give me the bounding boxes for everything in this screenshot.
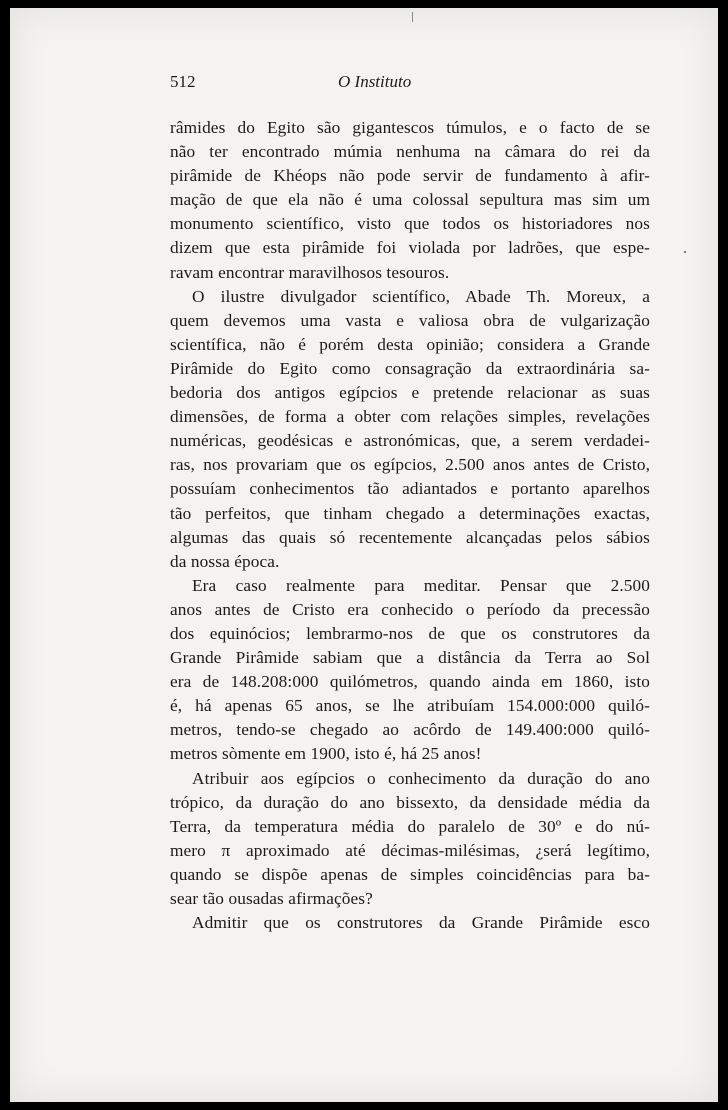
text-line: mero π aproximado até décimas-milésimas, ¿será legítimo, [170,840,650,860]
text-line: scientífica, não é porém desta opinião; considera a Grande [170,334,650,354]
text-line: ravam encontrar maravilhosos tesouros. [170,262,450,282]
text-line: Atribuir aos egípcios o conhecimento da duração do ano [192,768,650,788]
text-line: algumas das quais só recentemente alcançadas pelos sábios [170,527,650,547]
text-line: sear tão ousadas afirmações? [170,889,373,908]
text-line: quem devemos uma vasta e valiosa obra de vulgarização [170,310,650,330]
paragraph [170,911,650,935]
print-speck [684,251,686,253]
text-line: dos equinócios; lembrarmo-nos de que os construtores da [170,623,650,643]
text-line: ras, nos provariam que os egípcios, 2.500 anos antes de Cristo, [170,455,650,475]
text-line: possuíam conhecimentos tão adiantados e portanto aparelhos [170,479,650,499]
text-line: anos antes de Cristo era conhecido o período da precessão [170,599,650,619]
text-line: da nossa época. [170,551,280,571]
text-line: numéricas, geodésicas e astronómicas, que, a serem verdadei- [170,431,650,451]
text-line: trópico, da duração do ano bissexto, da densidade média da [170,792,650,812]
text-line: râmides do Egito são gigantescos túmulos, e o facto de se [170,118,650,137]
text-line: é, há apenas 65 anos, se lhe atribuíam 154.000:000 quiló- [170,696,650,716]
paragraph [170,116,650,285]
text-line: mação de que ela não é uma colossal sepultura mas sim um [170,190,650,210]
paragraph [170,285,650,574]
text-line: quando se dispõe apenas de simples coincidências para ba- [170,864,650,884]
paragraph [170,574,650,767]
text-line: Pirâmide do Egito como consagração da extraordinária sa- [170,358,650,378]
print-speck [412,12,413,22]
text-line: monumento scientífico, visto que todos os historiadores nos [170,214,650,234]
text-line: não ter encontrado múmia nenhuma na câmara do rei da [170,142,650,162]
text-line: metros, tendo-se chegado ao acôrdo de 149.400:000 quiló- [170,720,650,740]
page-number: 512 [170,72,196,91]
running-title: O Instituto [338,72,412,91]
text-line: bedoria dos antigos egípcios e pretende relacionar as suas [170,383,650,403]
book-page [10,8,718,1102]
text-line: era de 148.208:000 quilómetros, quando ainda em 1860, isto [170,672,650,692]
text-line: Era caso realmente para meditar. Pensar que 2.500 [192,575,650,595]
body-text [170,116,650,935]
text-line: Terra, da temperatura média do paralelo de 30º e do nú- [170,816,650,836]
text-line: tão perfeitos, que tinham chegado a determinações exactas, [170,503,650,523]
paragraph [170,767,650,912]
text-line: Admitir que os construtores da Grande Pirâmide esco [192,913,650,933]
text-line: dimensões, de forma a obter com relações simples, revelações [170,407,650,427]
text-line: pirâmide de Khéops não pode servir de fundamento à afir- [170,166,650,186]
text-line: Grande Pirâmide sabiam que a distância da Terra ao Sol [170,648,650,668]
text-line: O ilustre divulgador scientífico, Abade Th. Moreux, a [192,286,650,306]
page-header [170,72,600,96]
text-line: dizem que esta pirâmide foi violada por ladrões, que espe- [170,238,650,258]
text-line: metros sòmente em 1900, isto é, há 25 anos! [170,744,482,764]
